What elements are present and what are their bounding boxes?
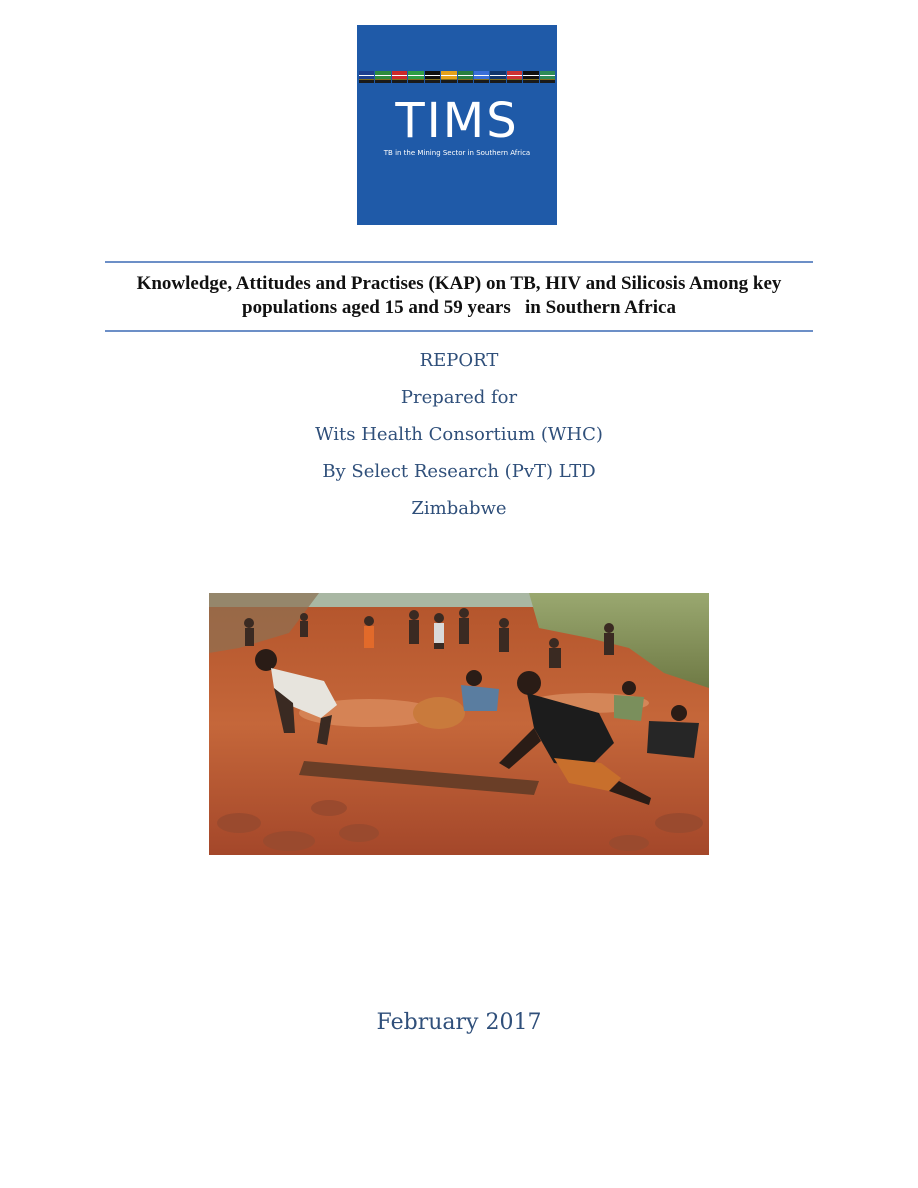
country-flag-icon [523,71,538,83]
client-name: Wits Health Consortium (WHC) [315,424,603,445]
report-date: February 2017 [376,1010,542,1035]
country-flag-icon [458,71,473,83]
title-top-rule [105,261,813,263]
country-flag-icon [408,71,423,83]
country-flag-icon [359,71,374,83]
prepared-for-label: Prepared for [400,387,518,408]
report-title-line-2: populations aged 15 and 59 years in Southern Africa [242,297,676,318]
country-flag-icon [425,71,440,83]
tims-logo [357,25,557,225]
author-name: By Select Research (PvT) LTD [322,461,596,482]
artisanal-miners-photo [209,593,709,855]
report-title-line-1: Knowledge, Attitudes and Practises (KAP) on TB, HIV and Silicosis Among key [136,273,782,294]
country-flag-icon [490,71,505,83]
country-flag-icon [474,71,489,83]
logo-subtitle: TB in the Mining Sector in Southern Africa [383,149,531,157]
member-country-flags [359,71,555,83]
country-flag-icon [375,71,390,83]
report-title [105,272,813,320]
country-flag-icon [441,71,456,83]
title-bottom-rule [105,330,813,332]
country-flag-icon [392,71,407,83]
location: Zimbabwe [411,498,507,519]
report-type: REPORT [419,350,499,371]
logo-title: TIMS [395,93,519,149]
country-flag-icon [507,71,522,83]
country-flag-icon [540,71,555,83]
